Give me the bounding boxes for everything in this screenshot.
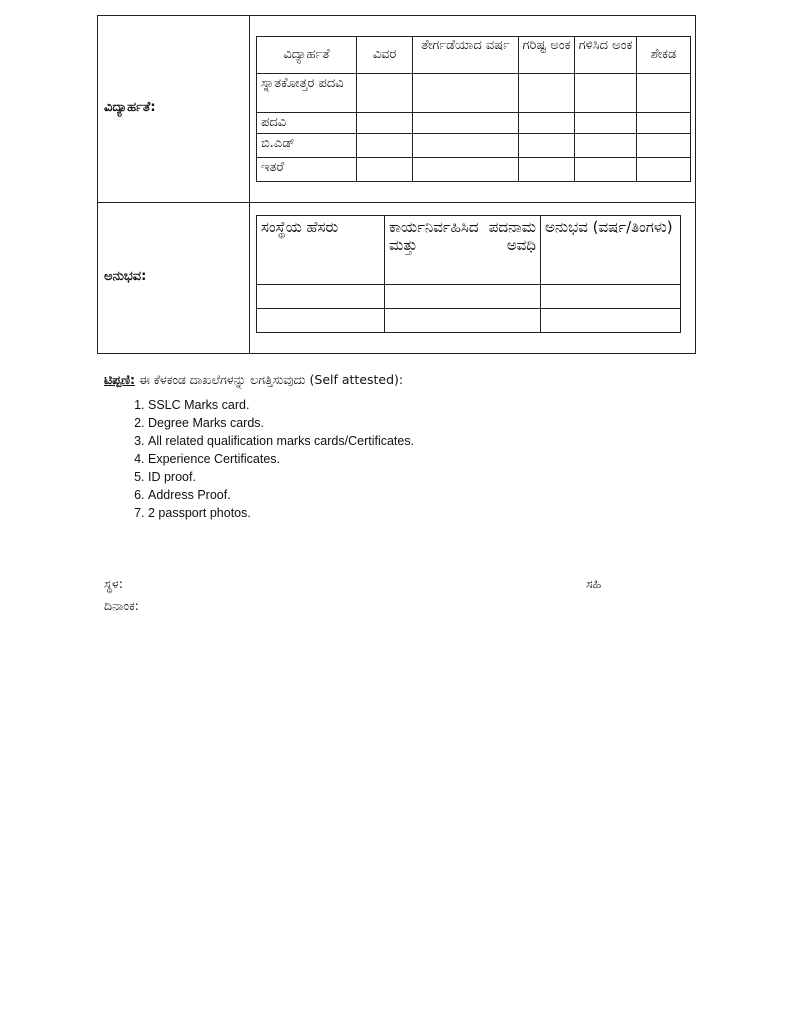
qualification-header-row <box>257 37 691 74</box>
experience-header: ಕಾರ್ಯನಿರ್ವಹಿಸಿದ ಪದನಾಮ ಮತ್ತು ಅವಧಿ <box>385 216 541 285</box>
table-row <box>257 158 691 182</box>
table-cell[interactable] <box>413 158 519 182</box>
table-cell[interactable] <box>637 158 691 182</box>
qualification-header: ವಿವರ <box>357 37 413 74</box>
table-cell[interactable] <box>541 309 681 333</box>
experience-row <box>98 203 695 353</box>
table-cell[interactable] <box>385 285 541 309</box>
list-item: 5. ID proof. <box>148 468 414 486</box>
table-cell[interactable] <box>357 158 413 182</box>
place-label: ಸ್ಥಳ: <box>104 576 123 591</box>
table-cell[interactable] <box>575 158 637 182</box>
table-cell[interactable] <box>413 134 519 158</box>
table-cell[interactable] <box>413 113 519 134</box>
list-item: 1. SSLC Marks card. <box>148 396 414 414</box>
qualification-header: ಗರಿಷ್ಟ ಅಂಕ <box>519 37 575 74</box>
table-cell[interactable] <box>357 134 413 158</box>
table-cell[interactable] <box>637 113 691 134</box>
table-row <box>257 309 681 333</box>
signature-label: ಸಹಿ <box>586 576 602 591</box>
table-cell[interactable] <box>257 309 385 333</box>
experience-header: ಅನುಭವ (ವರ್ಷ/ತಿಂಗಳು) <box>541 216 681 285</box>
qualification-header: ತೇರ್ಗಡೆಯಾದ ವರ್ಷ <box>413 37 519 74</box>
table-cell[interactable] <box>357 74 413 113</box>
qualification-row-label: ಇತರೆ <box>257 158 357 182</box>
qualification-header: ವಿದ್ಯಾರ್ಹತೆ <box>257 37 357 74</box>
table-cell[interactable] <box>541 285 681 309</box>
note-label: ಟಿಪ್ಪಣಿ: <box>104 372 135 387</box>
qualification-label: ವಿದ್ಯಾರ್ಹತೆ: <box>104 100 156 115</box>
qualification-header: ಗಳಿಸಿದ ಅಂಕ <box>575 37 637 74</box>
table-cell[interactable] <box>413 74 519 113</box>
qualification-header: ಶೇಕಡ <box>637 37 691 74</box>
experience-header: ಸಂಸ್ಥೆಯ ಹೆಸರು <box>257 216 385 285</box>
list-item: 3. All related qualification marks cards/Certificates. <box>148 432 414 450</box>
table-row <box>257 134 691 158</box>
table-cell[interactable] <box>519 134 575 158</box>
date-label: ದಿನಾಂಕ: <box>104 598 139 613</box>
experience-table <box>256 215 681 333</box>
documents-list <box>104 396 414 522</box>
table-row <box>257 113 691 134</box>
list-item: 4. Experience Certificates. <box>148 450 414 468</box>
table-cell[interactable] <box>519 74 575 113</box>
table-cell[interactable] <box>385 309 541 333</box>
table-cell[interactable] <box>575 134 637 158</box>
table-cell[interactable] <box>519 158 575 182</box>
experience-label: ಅನುಭವ: <box>104 269 147 284</box>
note-text: ಈ ಕೆಳಕಂಡ ದಾಖಲೆಗಳನ್ನು ಲಗತ್ತಿಸುವುದು (Self attested): <box>135 372 404 387</box>
note <box>104 372 403 388</box>
qualification-row-label: ಪದವಿ <box>257 113 357 134</box>
qualification-row <box>98 16 695 203</box>
list-item: 6. Address Proof. <box>148 486 414 504</box>
table-cell[interactable] <box>637 134 691 158</box>
qualification-row-label: ಬಿ.ಎಡ್ <box>257 134 357 158</box>
table-cell[interactable] <box>637 74 691 113</box>
form-table <box>97 15 696 354</box>
table-cell[interactable] <box>575 74 637 113</box>
table-cell[interactable] <box>357 113 413 134</box>
list-item: 7. 2 passport photos. <box>148 504 414 522</box>
table-cell[interactable] <box>575 113 637 134</box>
qualification-row-label: ಸ್ನಾತಕೋತ್ತರ ಪದವಿ <box>257 74 357 113</box>
qualification-table <box>256 36 691 182</box>
experience-header-row <box>257 216 681 285</box>
table-row <box>257 74 691 113</box>
list-item: 2. Degree Marks cards. <box>148 414 414 432</box>
table-cell[interactable] <box>257 285 385 309</box>
table-cell[interactable] <box>519 113 575 134</box>
table-row <box>257 285 681 309</box>
